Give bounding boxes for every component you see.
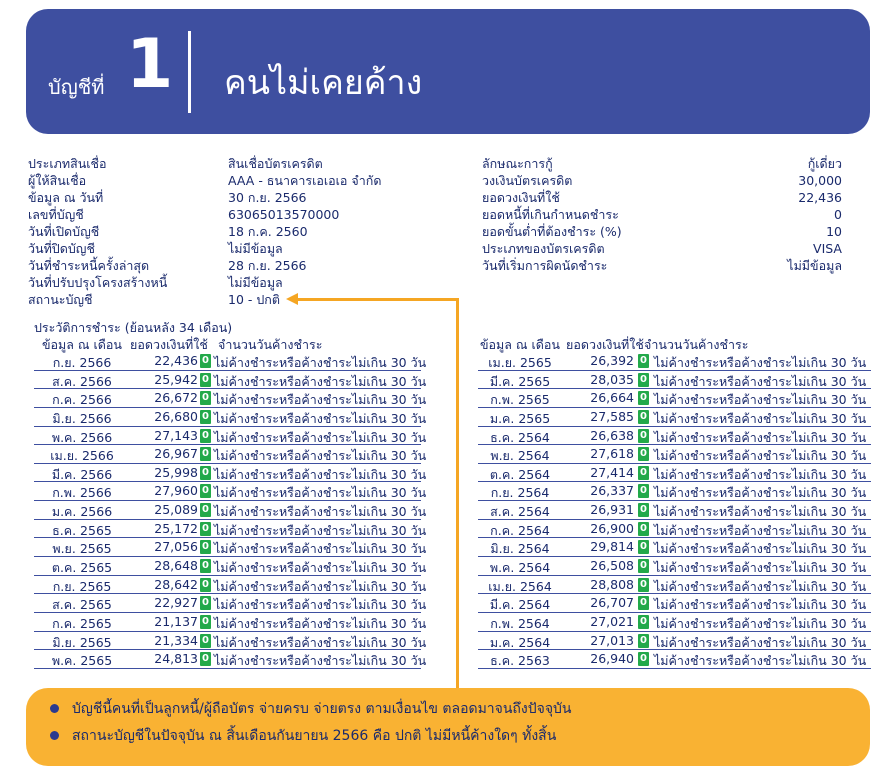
table-row bbox=[478, 594, 871, 613]
table-row bbox=[34, 632, 427, 651]
info-label: วันที่เปิดบัญชี bbox=[28, 224, 100, 239]
cell-status: ไม่ค้างชำระหรือค้างชำระไม่เกิน 30 วัน bbox=[654, 541, 867, 557]
info-row bbox=[482, 206, 842, 223]
table-row bbox=[478, 520, 871, 539]
cell-status: ไม่ค้างชำระหรือค้างชำระไม่เกิน 30 วัน bbox=[214, 615, 427, 631]
cell-month: เม.ย. 2565 bbox=[488, 355, 552, 370]
cell-month: มิ.ย. 2565 bbox=[52, 634, 112, 650]
cell-status: ไม่ค้างชำระหรือค้างชำระไม่เกิน 30 วัน bbox=[654, 597, 867, 613]
status-badge: 0 bbox=[200, 652, 211, 666]
table-row bbox=[478, 557, 871, 576]
cell-status: ไม่ค้างชำระหรือค้างชำระไม่เกิน 30 วัน bbox=[214, 578, 427, 594]
table-row bbox=[34, 613, 427, 632]
info-value: ไม่มีข้อมูล bbox=[787, 258, 842, 273]
note-item bbox=[50, 725, 870, 752]
cell-status: ไม่ค้างชำระหรือค้างชำระไม่เกิน 30 วัน bbox=[654, 560, 867, 576]
info-row bbox=[482, 155, 842, 172]
info-row bbox=[482, 257, 842, 274]
table-row bbox=[478, 352, 871, 371]
cell-amount: 27,414 bbox=[590, 464, 634, 480]
table-row bbox=[34, 389, 427, 408]
cell-amount: 26,337 bbox=[590, 483, 634, 499]
cell-month: พ.ค. 2565 bbox=[51, 653, 113, 669]
cell-amount: 22,927 bbox=[154, 595, 198, 611]
table-header bbox=[478, 334, 871, 352]
cell-amount: 26,680 bbox=[154, 408, 198, 424]
note-item bbox=[50, 698, 870, 725]
cell-amount: 22,436 bbox=[154, 353, 198, 368]
table-row bbox=[34, 445, 427, 464]
table-row bbox=[34, 482, 427, 501]
info-label: ข้อมูล ณ วันที่ bbox=[28, 190, 104, 205]
arrow-line-horizontal bbox=[296, 298, 459, 301]
cell-month: มี.ค. 2565 bbox=[489, 373, 551, 389]
cell-status: ไม่ค้างชำระหรือค้างชำระไม่เกิน 30 วัน bbox=[654, 504, 867, 520]
info-row bbox=[28, 155, 328, 172]
cell-amount: 28,808 bbox=[590, 576, 634, 592]
note-text: สถานะบัญชีในปัจจุบัน ณ สิ้นเดือนกันยายน 2566 คือ ปกติ ไม่มีหนี้ค้างใดๆ ทั้งสิ้น bbox=[72, 728, 557, 744]
table-row bbox=[478, 650, 871, 669]
info-label: ยอดขั้นต่ำที่ต้องชำระ (%) bbox=[482, 224, 622, 239]
cell-status: ไม่ค้างชำระหรือค้างชำระไม่เกิน 30 วัน bbox=[214, 634, 427, 650]
cell-amount: 21,137 bbox=[154, 613, 198, 629]
info-value: 0 bbox=[834, 207, 842, 222]
cell-status: ไม่ค้างชำระหรือค้างชำระไม่เกิน 30 วัน bbox=[214, 448, 427, 464]
table-row bbox=[34, 576, 427, 595]
cell-status: ไม่ค้างชำระหรือค้างชำระไม่เกิน 30 วัน bbox=[214, 653, 427, 669]
note-text: บัญชีนี้คนที่เป็นลูกหนี้/ผู้ถือบัตร จ่ายครบ จ่ายตรง ตามเงื่อนไข ตลอดมาจนถึงปัจจุบัน bbox=[72, 701, 572, 717]
cell-amount: 26,931 bbox=[590, 502, 634, 518]
header-status: จำนวนวันค้างชำระ bbox=[644, 337, 749, 352]
info-label: วันที่ปรับปรุงโครงสร้างหนี้ bbox=[28, 275, 168, 290]
table-row bbox=[478, 445, 871, 464]
info-value: VISA bbox=[813, 241, 842, 256]
table-row bbox=[478, 371, 871, 390]
cell-amount: 27,143 bbox=[154, 427, 198, 443]
cell-amount: 27,585 bbox=[590, 408, 634, 424]
status-badge: 0 bbox=[638, 503, 649, 517]
info-row bbox=[482, 240, 842, 257]
status-badge: 0 bbox=[200, 484, 211, 498]
arrow-head-icon bbox=[286, 293, 298, 305]
table-row bbox=[478, 576, 871, 595]
table-row bbox=[34, 650, 427, 669]
cell-month: มิ.ย. 2566 bbox=[52, 410, 112, 426]
status-badge: 0 bbox=[638, 391, 649, 405]
cell-status: ไม่ค้างชำระหรือค้างชำระไม่เกิน 30 วัน bbox=[214, 466, 427, 482]
cell-amount: 27,960 bbox=[154, 483, 198, 499]
cell-month: ม.ค. 2566 bbox=[51, 504, 113, 520]
cell-amount: 25,942 bbox=[154, 371, 198, 387]
cell-month: ก.ย. 2565 bbox=[52, 578, 112, 594]
table-row bbox=[478, 538, 871, 557]
table-row bbox=[478, 464, 871, 483]
info-value: สินเชื่อบัตรเครดิต bbox=[228, 156, 323, 171]
table-header bbox=[34, 334, 421, 352]
cell-month: ส.ค. 2564 bbox=[490, 504, 550, 520]
status-badge: 0 bbox=[200, 429, 211, 443]
info-row bbox=[482, 223, 842, 240]
cell-amount: 28,648 bbox=[154, 558, 198, 574]
info-value: ไม่มีข้อมูล bbox=[228, 275, 283, 290]
cell-amount: 26,672 bbox=[154, 390, 198, 406]
header-amount: ยอดวงเงินที่ใช้ bbox=[566, 337, 644, 352]
table-row bbox=[34, 371, 427, 390]
cell-amount: 29,814 bbox=[590, 539, 634, 555]
status-badge: 0 bbox=[638, 373, 649, 387]
cell-month: ก.พ. 2566 bbox=[52, 485, 112, 501]
info-row bbox=[482, 172, 842, 189]
info-value: 30,000 bbox=[798, 173, 842, 188]
cell-status: ไม่ค้างชำระหรือค้างชำระไม่เกิน 30 วัน bbox=[214, 597, 427, 613]
status-badge: 0 bbox=[638, 447, 649, 461]
cell-status: ไม่ค้างชำระหรือค้างชำระไม่เกิน 30 วัน bbox=[214, 429, 427, 445]
summary-note bbox=[26, 688, 870, 766]
status-badge: 0 bbox=[200, 615, 211, 629]
cell-status: ไม่ค้างชำระหรือค้างชำระไม่เกิน 30 วัน bbox=[214, 504, 427, 520]
cell-status: ไม่ค้างชำระหรือค้างชำระไม่เกิน 30 วัน bbox=[654, 578, 867, 594]
cell-month: ก.ค. 2565 bbox=[52, 615, 112, 631]
cell-month: ก.ค. 2564 bbox=[490, 522, 550, 538]
info-value: AAA - ธนาคารเอเอเอ จำกัด bbox=[228, 173, 382, 188]
header-amount: ยอดวงเงินที่ใช้ bbox=[130, 337, 208, 352]
table-row bbox=[34, 557, 427, 576]
status-badge: 0 bbox=[200, 503, 211, 517]
cell-month: ต.ค. 2564 bbox=[489, 466, 551, 482]
cell-month: ส.ค. 2565 bbox=[52, 597, 112, 613]
status-badge: 0 bbox=[200, 522, 211, 536]
header-month: ข้อมูล ณ เดือน bbox=[480, 337, 560, 352]
table-row bbox=[478, 408, 871, 427]
header-status: จำนวนวันค้างชำระ bbox=[218, 337, 323, 352]
cell-status: ไม่ค้างชำระหรือค้างชำระไม่เกิน 30 วัน bbox=[214, 485, 427, 501]
cell-status: ไม่ค้างชำระหรือค้างชำระไม่เกิน 30 วัน bbox=[214, 373, 427, 389]
table-row bbox=[34, 520, 427, 539]
info-row bbox=[28, 240, 328, 257]
cell-status: ไม่ค้างชำระหรือค้างชำระไม่เกิน 30 วัน bbox=[654, 392, 867, 408]
status-badge: 0 bbox=[200, 354, 211, 368]
cell-status: ไม่ค้างชำระหรือค้างชำระไม่เกิน 30 วัน bbox=[654, 615, 867, 631]
info-label: ลักษณะการกู้ bbox=[482, 156, 553, 171]
info-label: วันที่เริ่มการผิดนัดชำระ bbox=[482, 258, 608, 273]
info-value: 10 - ปกติ bbox=[228, 292, 280, 307]
cell-status: ไม่ค้างชำระหรือค้างชำระไม่เกิน 30 วัน bbox=[214, 392, 427, 408]
status-badge: 0 bbox=[200, 578, 211, 592]
info-label: วันที่ชำระหนี้ครั้งล่าสุด bbox=[28, 258, 150, 273]
cell-amount: 27,618 bbox=[590, 446, 634, 462]
cell-month: เม.ย. 2566 bbox=[50, 448, 114, 464]
status-badge: 0 bbox=[200, 447, 211, 461]
status-badge: 0 bbox=[638, 559, 649, 573]
header-divider bbox=[188, 31, 191, 113]
info-row bbox=[28, 223, 328, 240]
status-badge: 0 bbox=[638, 410, 649, 424]
status-badge: 0 bbox=[638, 596, 649, 610]
cell-status: ไม่ค้างชำระหรือค้างชำระไม่เกิน 30 วัน bbox=[654, 355, 867, 370]
cell-month: พ.ย. 2565 bbox=[52, 541, 112, 557]
cell-amount: 24,813 bbox=[154, 651, 198, 667]
cell-month: ธ.ค. 2563 bbox=[490, 653, 550, 669]
cell-status: ไม่ค้างชำระหรือค้างชำระไม่เกิน 30 วัน bbox=[654, 410, 867, 426]
info-row bbox=[28, 291, 328, 308]
status-badge: 0 bbox=[200, 540, 211, 554]
info-value: ไม่มีข้อมูล bbox=[228, 241, 283, 256]
cell-month: ก.ย. 2566 bbox=[52, 355, 112, 370]
table-row bbox=[34, 594, 427, 613]
info-label: เลขที่บัญชี bbox=[28, 207, 84, 222]
cell-amount: 28,642 bbox=[154, 576, 198, 592]
cell-month: มิ.ย. 2564 bbox=[490, 541, 550, 557]
status-badge: 0 bbox=[638, 615, 649, 629]
cell-status: ไม่ค้างชำระหรือค้างชำระไม่เกิน 30 วัน bbox=[654, 429, 867, 445]
status-badge: 0 bbox=[200, 559, 211, 573]
table-row bbox=[34, 408, 427, 427]
status-badge: 0 bbox=[638, 540, 649, 554]
cell-amount: 26,900 bbox=[590, 520, 634, 536]
cell-amount: 26,967 bbox=[154, 446, 198, 462]
account-label: บัญชีที่ bbox=[48, 75, 105, 99]
cell-status: ไม่ค้างชำระหรือค้างชำระไม่เกิน 30 วัน bbox=[654, 373, 867, 389]
info-label: ยอดวงเงินที่ใช้ bbox=[482, 190, 560, 205]
bullet-icon bbox=[50, 731, 59, 740]
info-value: 30 ก.ย. 2566 bbox=[228, 190, 307, 205]
info-value: 63065013570000 bbox=[228, 207, 340, 222]
cell-month: เม.ย. 2564 bbox=[488, 578, 552, 594]
cell-month: ธ.ค. 2564 bbox=[490, 429, 550, 445]
status-badge: 0 bbox=[638, 652, 649, 666]
table-row bbox=[34, 538, 427, 557]
status-badge: 0 bbox=[200, 410, 211, 424]
info-label: ผู้ให้สินเชื่อ bbox=[28, 173, 87, 188]
table-row bbox=[478, 427, 871, 446]
cell-month: ส.ค. 2566 bbox=[52, 373, 112, 389]
table-row bbox=[34, 427, 427, 446]
arrow-line-vertical bbox=[456, 299, 459, 699]
cell-amount: 26,707 bbox=[590, 595, 634, 611]
table-row bbox=[478, 613, 871, 632]
info-value: 28 ก.ย. 2566 bbox=[228, 258, 307, 273]
cell-amount: 27,021 bbox=[590, 613, 634, 629]
cell-amount: 21,334 bbox=[154, 632, 198, 648]
cell-amount: 27,056 bbox=[154, 539, 198, 555]
history-title: ประวัติการชำระ (ย้อนหลัง 34 เดือน) bbox=[34, 320, 233, 335]
status-badge: 0 bbox=[638, 466, 649, 480]
cell-status: ไม่ค้างชำระหรือค้างชำระไม่เกิน 30 วัน bbox=[654, 522, 867, 538]
table-row bbox=[34, 352, 427, 371]
cell-status: ไม่ค้างชำระหรือค้างชำระไม่เกิน 30 วัน bbox=[654, 653, 867, 669]
info-row bbox=[28, 274, 328, 291]
table-row bbox=[478, 632, 871, 651]
info-row bbox=[28, 206, 340, 223]
info-row bbox=[28, 172, 382, 189]
cell-status: ไม่ค้างชำระหรือค้างชำระไม่เกิน 30 วัน bbox=[214, 560, 427, 576]
cell-amount: 28,035 bbox=[590, 371, 634, 387]
info-label: สถานะบัญชี bbox=[28, 292, 93, 307]
header-month: ข้อมูล ณ เดือน bbox=[42, 337, 122, 352]
cell-status: ไม่ค้างชำระหรือค้างชำระไม่เกิน 30 วัน bbox=[654, 634, 867, 650]
cell-amount: 25,998 bbox=[154, 464, 198, 480]
info-label: วงเงินบัตรเครดิต bbox=[482, 173, 573, 188]
info-row bbox=[28, 189, 328, 206]
cell-status: ไม่ค้างชำระหรือค้างชำระไม่เกิน 30 วัน bbox=[654, 448, 867, 464]
table-row bbox=[478, 501, 871, 520]
cell-status: ไม่ค้างชำระหรือค้างชำระไม่เกิน 30 วัน bbox=[214, 410, 427, 426]
cell-amount: 25,172 bbox=[154, 520, 198, 536]
status-badge: 0 bbox=[638, 522, 649, 536]
account-info-left bbox=[28, 155, 382, 308]
cell-status: ไม่ค้างชำระหรือค้างชำระไม่เกิน 30 วัน bbox=[654, 466, 867, 482]
cell-month: ก.ย. 2564 bbox=[490, 485, 550, 501]
info-label: ประเภทของบัตรเครดิต bbox=[482, 241, 605, 256]
account-number: 1 bbox=[126, 25, 174, 104]
cell-amount: 27,013 bbox=[590, 632, 634, 648]
info-row bbox=[28, 257, 328, 274]
cell-amount: 26,392 bbox=[590, 353, 634, 368]
account-info-right bbox=[482, 155, 842, 274]
cell-month: ม.ค. 2564 bbox=[489, 634, 551, 650]
table-row bbox=[34, 464, 427, 483]
header-banner bbox=[26, 9, 870, 134]
cell-month: ก.พ. 2564 bbox=[490, 615, 550, 631]
cell-month: ก.ค. 2566 bbox=[52, 392, 112, 408]
cell-amount: 26,508 bbox=[590, 558, 634, 574]
info-label: วันที่ปิดบัญชี bbox=[28, 241, 95, 256]
status-badge: 0 bbox=[638, 578, 649, 592]
info-row bbox=[482, 189, 842, 206]
table-row bbox=[34, 501, 427, 520]
table-row bbox=[478, 389, 871, 408]
history-table-left bbox=[34, 334, 427, 669]
cell-status: ไม่ค้างชำระหรือค้างชำระไม่เกิน 30 วัน bbox=[214, 522, 427, 538]
history-table-right bbox=[478, 334, 871, 669]
status-badge: 0 bbox=[200, 373, 211, 387]
cell-amount: 26,940 bbox=[590, 651, 634, 667]
cell-month: พ.ค. 2564 bbox=[489, 560, 551, 576]
info-value: 22,436 bbox=[798, 190, 842, 205]
page-title: คนไม่เคยค้าง bbox=[224, 63, 423, 103]
status-badge: 0 bbox=[638, 484, 649, 498]
cell-month: มี.ค. 2566 bbox=[51, 466, 113, 482]
info-label: ประเภทสินเชื่อ bbox=[28, 156, 107, 171]
cell-month: ธ.ค. 2565 bbox=[52, 522, 112, 538]
info-value: 18 ก.ค. 2560 bbox=[228, 224, 308, 239]
cell-month: ต.ค. 2565 bbox=[51, 560, 113, 576]
cell-month: ก.พ. 2565 bbox=[490, 392, 550, 408]
cell-status: ไม่ค้างชำระหรือค้างชำระไม่เกิน 30 วัน bbox=[654, 485, 867, 501]
cell-amount: 26,664 bbox=[590, 390, 634, 406]
cell-status: ไม่ค้างชำระหรือค้างชำระไม่เกิน 30 วัน bbox=[214, 541, 427, 557]
status-badge: 0 bbox=[638, 429, 649, 443]
info-value: กู้เดี่ยว bbox=[807, 156, 842, 171]
info-value: 10 bbox=[826, 224, 842, 239]
status-badge: 0 bbox=[638, 354, 649, 368]
info-label: ยอดหนี้ที่เกินกำหนดชำระ bbox=[482, 207, 619, 222]
status-badge: 0 bbox=[638, 634, 649, 648]
status-badge: 0 bbox=[200, 596, 211, 610]
cell-month: มี.ค. 2564 bbox=[489, 597, 551, 613]
cell-amount: 25,089 bbox=[154, 502, 198, 518]
status-badge: 0 bbox=[200, 466, 211, 480]
cell-month: พ.ย. 2564 bbox=[490, 448, 550, 464]
cell-month: พ.ค. 2566 bbox=[51, 429, 113, 445]
cell-status: ไม่ค้างชำระหรือค้างชำระไม่เกิน 30 วัน bbox=[214, 355, 427, 370]
bullet-icon bbox=[50, 704, 59, 713]
cell-month: ม.ค. 2565 bbox=[489, 410, 551, 426]
status-badge: 0 bbox=[200, 634, 211, 648]
cell-amount: 26,638 bbox=[590, 427, 634, 443]
table-row bbox=[478, 482, 871, 501]
status-badge: 0 bbox=[200, 391, 211, 405]
